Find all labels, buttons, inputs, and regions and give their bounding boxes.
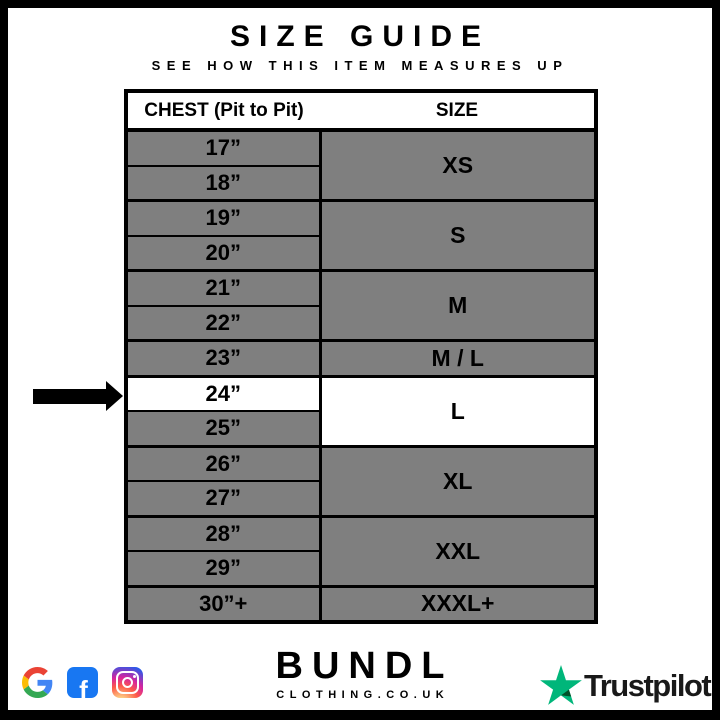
chest-cell: 29” bbox=[126, 551, 320, 586]
chest-cell: 19” bbox=[126, 201, 320, 236]
chest-column-header: CHEST (Pit to Pit) bbox=[126, 91, 320, 130]
chest-cell: 22” bbox=[126, 306, 320, 341]
arrow-head-icon bbox=[106, 381, 123, 411]
trustpilot-logo bbox=[540, 665, 710, 705]
chest-cell: 26” bbox=[126, 446, 320, 481]
chest-cell: 30”+ bbox=[126, 586, 320, 622]
table-row-highlighted bbox=[126, 376, 596, 411]
table-row bbox=[126, 586, 596, 622]
chest-cell: 20” bbox=[126, 236, 320, 271]
table-row bbox=[126, 130, 596, 166]
size-cell: M / L bbox=[320, 341, 596, 377]
highlight-arrow bbox=[33, 381, 123, 411]
size-cell-highlighted: L bbox=[320, 376, 596, 446]
arrow-shaft bbox=[33, 389, 106, 404]
size-guide-table bbox=[124, 89, 598, 624]
size-cell: M bbox=[320, 271, 596, 341]
chest-cell: 23” bbox=[126, 341, 320, 377]
chest-cell-highlighted: 24” bbox=[126, 376, 320, 411]
size-cell: XXXL+ bbox=[320, 586, 596, 622]
chest-cell: 17” bbox=[126, 130, 320, 166]
table-header-row bbox=[126, 91, 596, 130]
size-cell: S bbox=[320, 201, 596, 271]
size-cell: XL bbox=[320, 446, 596, 516]
table-row bbox=[126, 271, 596, 306]
size-column-header: SIZE bbox=[320, 91, 596, 130]
page-subtitle: SEE HOW THIS ITEM MEASURES UP bbox=[151, 58, 569, 73]
trustpilot-star-shape bbox=[540, 665, 582, 705]
trustpilot-label: Trustpilot bbox=[584, 667, 711, 703]
page-title: SIZE GUIDE bbox=[229, 20, 491, 53]
table-row bbox=[126, 446, 596, 481]
chest-cell: 21” bbox=[126, 271, 320, 306]
size-cell: XS bbox=[320, 130, 596, 201]
brand-name: BUNDL bbox=[275, 645, 454, 687]
trustpilot-star-icon bbox=[540, 665, 582, 705]
chest-cell: 25” bbox=[126, 411, 320, 446]
table-row bbox=[126, 341, 596, 377]
table-row bbox=[126, 516, 596, 551]
brand-domain: CLOTHING.CO.UK bbox=[276, 689, 450, 701]
chest-cell: 28” bbox=[126, 516, 320, 551]
facebook-f-glyph: f bbox=[79, 675, 88, 698]
table-row bbox=[126, 201, 596, 236]
size-cell: XXL bbox=[320, 516, 596, 586]
chest-cell: 27” bbox=[126, 481, 320, 516]
chest-cell: 18” bbox=[126, 166, 320, 201]
